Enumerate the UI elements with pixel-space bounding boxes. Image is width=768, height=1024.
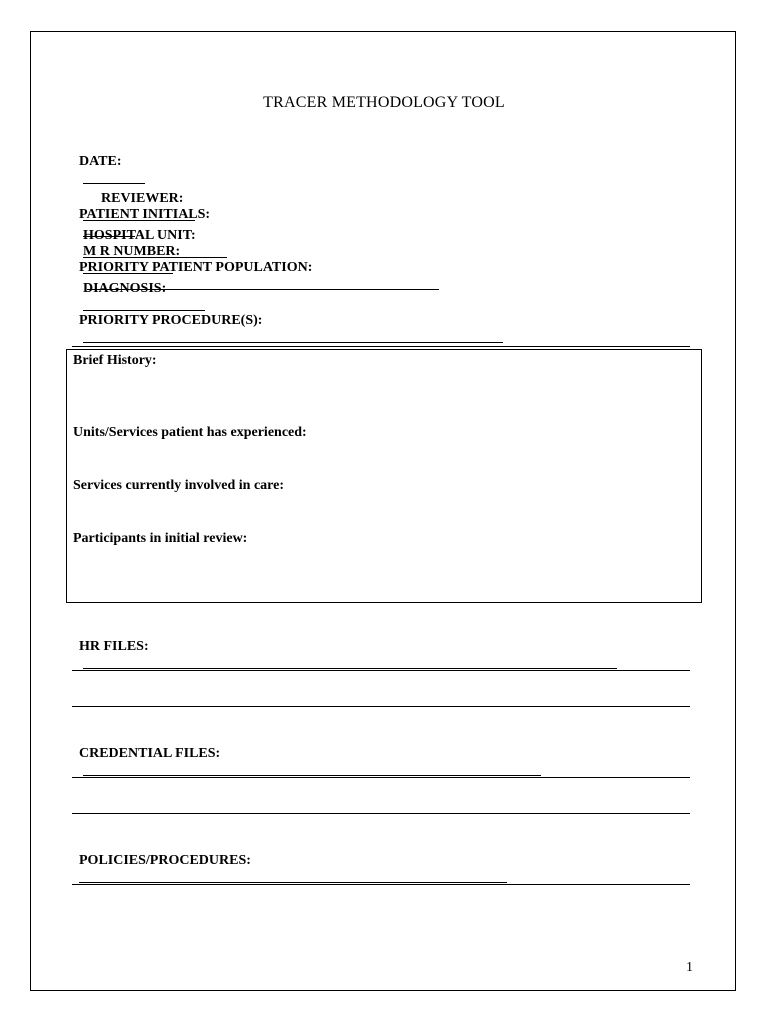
priority-procedures-row: [72, 294, 503, 349]
hr-files-field[interactable]: [83, 656, 617, 669]
priority-population-label: PRIORITY PATIENT POPULATION:: [79, 260, 313, 275]
hr-files-line-3[interactable]: [72, 706, 690, 707]
policies-line-2[interactable]: [72, 884, 690, 885]
policies-row: [72, 834, 507, 889]
hr-files-row: [72, 620, 617, 675]
policies-field[interactable]: [79, 870, 507, 883]
patient-initials-label: PATIENT INITIALS:: [79, 207, 211, 222]
credential-files-field[interactable]: [83, 763, 541, 776]
services-involved-label: Services currently involved in care:: [73, 478, 284, 493]
priority-procedures-field[interactable]: [83, 330, 503, 343]
priority-population-row: [72, 241, 439, 296]
priority-procedures-label: PRIORITY PROCEDURE(S):: [79, 313, 263, 328]
reviewer-label: REVIEWER:: [101, 191, 184, 206]
date-label: DATE:: [79, 154, 122, 169]
brief-history-box[interactable]: [66, 349, 702, 603]
hr-files-line-2[interactable]: [72, 670, 690, 671]
priority-procedures-line-2[interactable]: [72, 346, 690, 347]
diagnosis-label: DIAGNOSIS:: [83, 281, 167, 296]
credential-files-line-3[interactable]: [72, 813, 690, 814]
units-services-label: Units/Services patient has experienced:: [73, 425, 307, 440]
hr-files-label: HR FILES:: [79, 639, 149, 654]
priority-population-field[interactable]: [87, 277, 439, 290]
date-field[interactable]: [83, 171, 145, 184]
credential-files-line-2[interactable]: [72, 777, 690, 778]
credential-files-row: [72, 727, 541, 782]
mr-number-label: M R NUMBER:: [83, 244, 181, 259]
patient-initials-field[interactable]: [83, 224, 135, 237]
credential-files-label: CREDENTIAL FILES:: [79, 746, 221, 761]
page-number: 1: [686, 960, 693, 975]
policies-label: POLICIES/PROCEDURES:: [79, 853, 251, 868]
page-title: TRACER METHODOLOGY TOOL: [263, 94, 505, 111]
participants-label: Participants in initial review:: [73, 531, 248, 546]
brief-history-label: Brief History:: [73, 353, 157, 368]
hospital-unit-label: HOSPITAL UNIT:: [83, 228, 196, 243]
